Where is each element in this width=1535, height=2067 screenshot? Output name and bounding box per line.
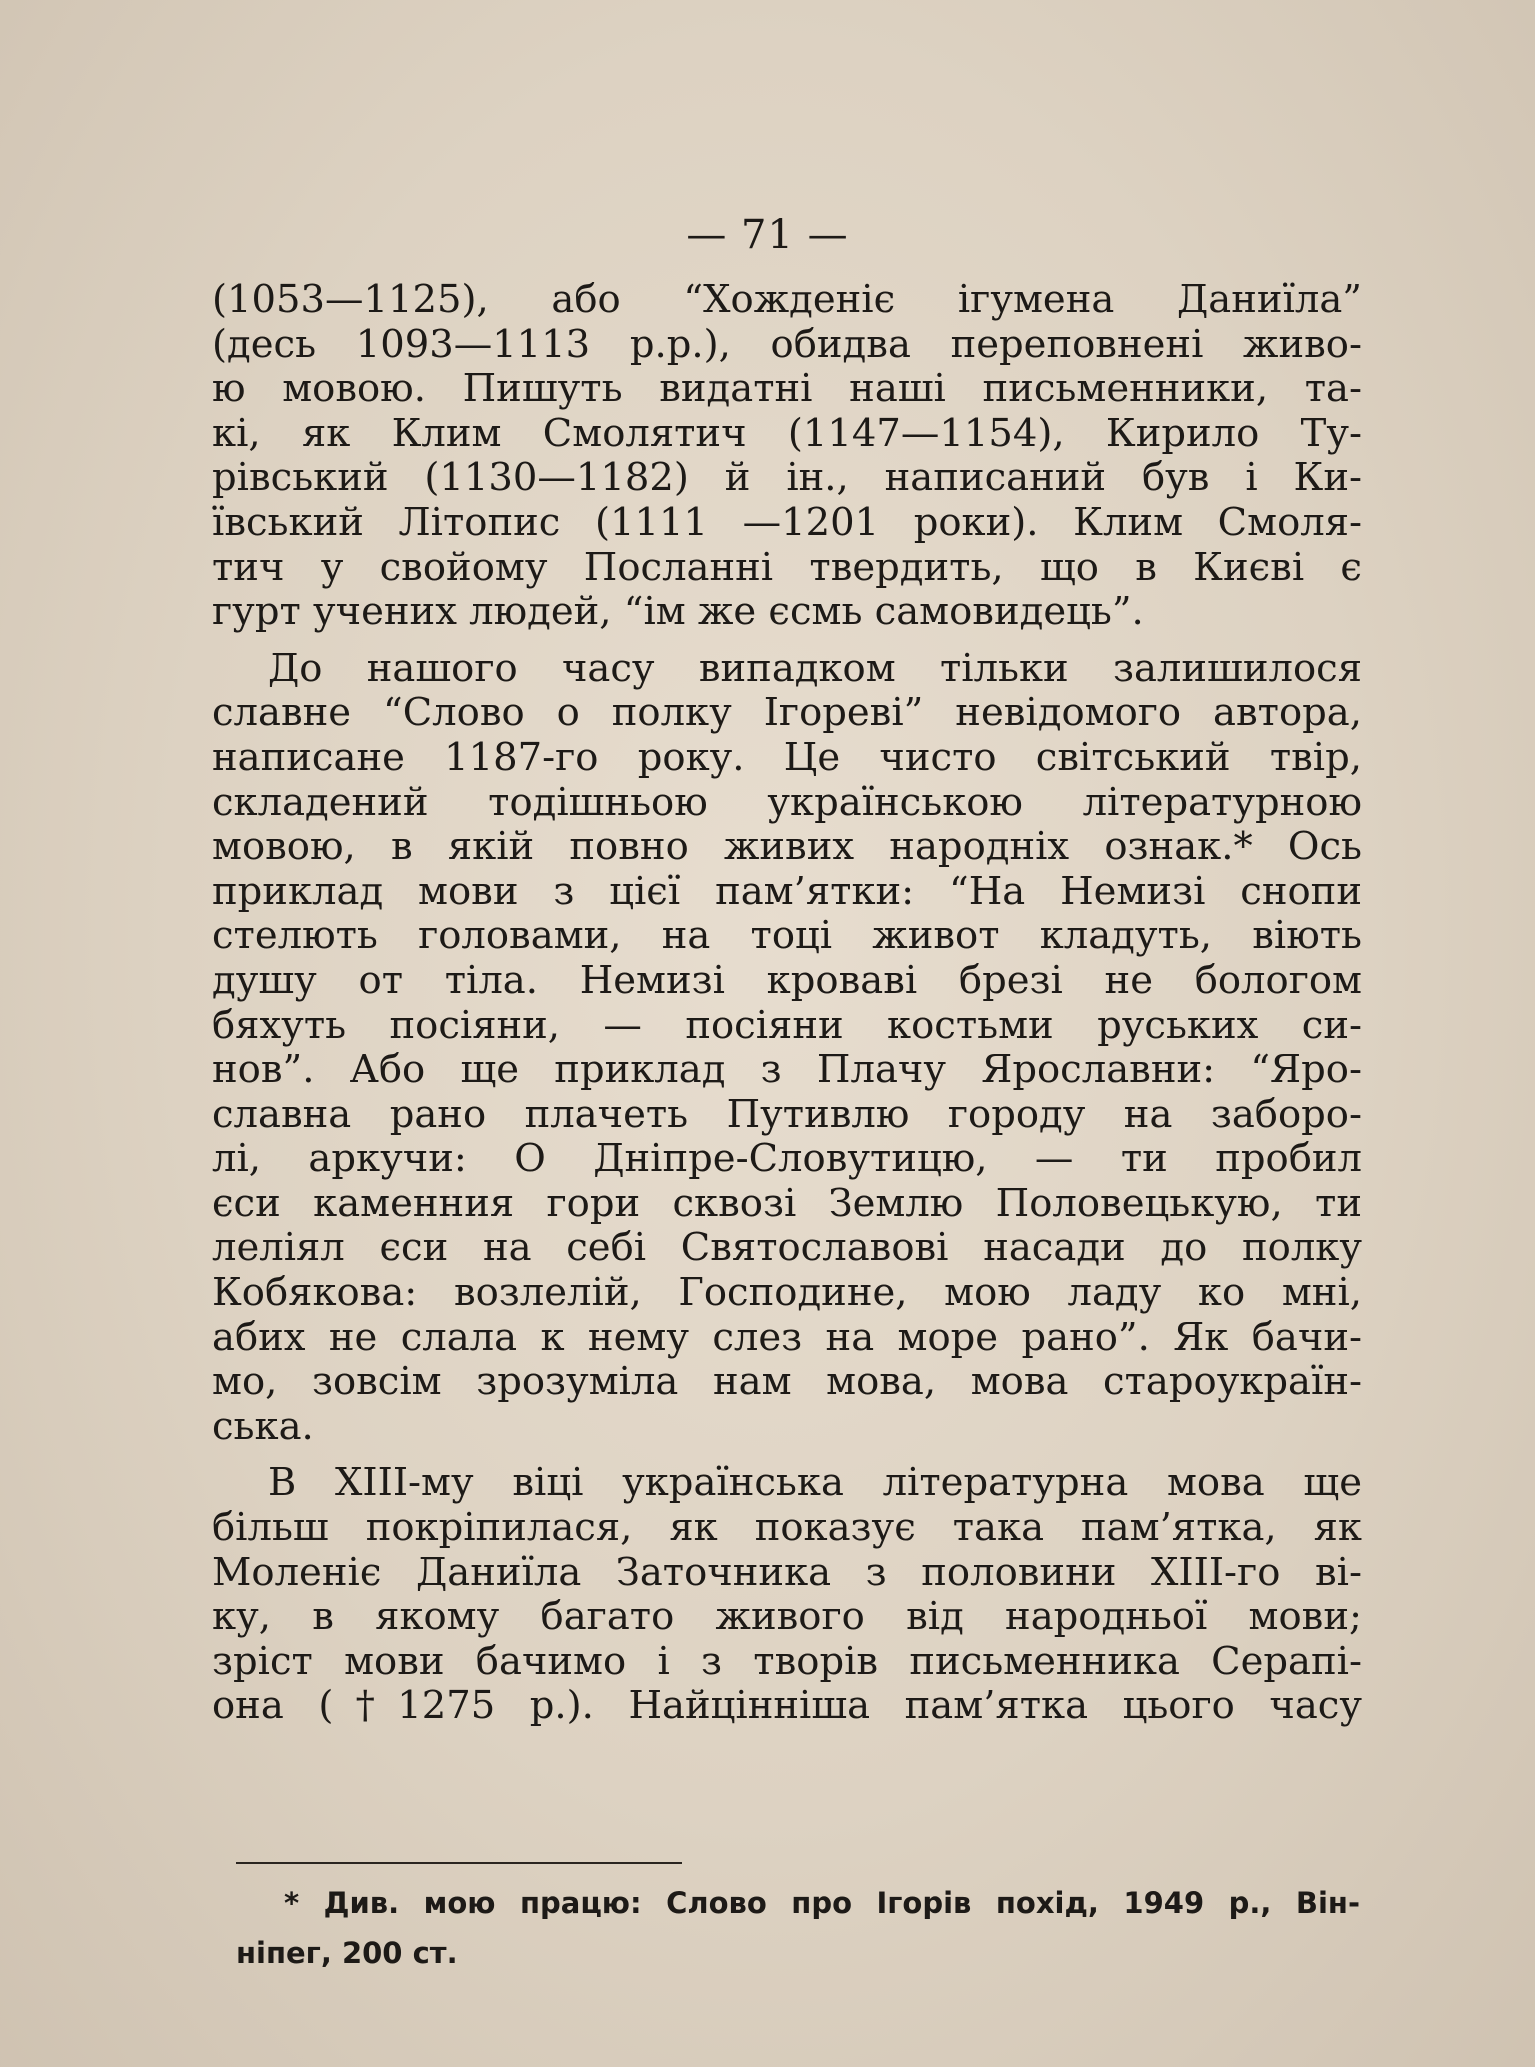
text-line: ська. <box>212 1403 314 1449</box>
text-line: леліял єси на себі Святославові насади до полку <box>212 1225 1362 1271</box>
text-line: мо, зовсім зрозуміла нам мова, мова староукраїн- <box>212 1359 1362 1405</box>
footnote-line: ніпег, 200 ст. <box>236 1936 458 1970</box>
text-line: єси каменния гори сквозі Землю Половецькую, ти <box>212 1180 1362 1226</box>
page-number: — 71 — <box>686 212 849 258</box>
text-line: ївський Літопис (1111 —1201 роки). Клим Смоля- <box>212 499 1362 545</box>
text-line: славна рано плачеть Путивлю городу на заборо- <box>212 1091 1362 1137</box>
text-line: стелють головами, на тоці живот кладуть, віють <box>212 913 1362 959</box>
text-line: (1053—1125), або “Хожденіє ігумена Даниїла” <box>212 277 1362 322</box>
body-text <box>212 278 1362 1729</box>
text-line: она (†1275 р.). Найцінніша пам’ятка цього часу <box>212 1683 1362 1729</box>
text-line: нов”. Або ще приклад з Плачу Ярославни: “Яро- <box>212 1047 1362 1093</box>
text-line: душу от тіла. Немизі кроваві брезі не бологом <box>212 957 1362 1003</box>
text-line: лі, аркучи: О Дніпре-Словутицю, — ти пробил <box>212 1136 1362 1182</box>
text-line: написане 1187-го року. Це чисто світський твір, <box>212 734 1362 780</box>
text-line: мовою, в якій повно живих народніх ознак.* Ось <box>212 824 1362 870</box>
text-line: приклад мови з цієї пам’ятки: “На Немизі снопи <box>212 868 1362 914</box>
text-line: абих не слала к нему слез на море рано”. Як бачи- <box>212 1314 1362 1360</box>
text-line: бяхуть посіяни, — посіяни костьми руських си- <box>212 1002 1362 1048</box>
footnote-line: * Див. мою працю: Слово про Ігорів похід, 1949 р., Він- <box>284 1886 1360 1920</box>
text-line: тич у свойому Посланні твердить, що в Києві є <box>212 544 1362 590</box>
text-line: гурт учених людей, “ім же єсмь самовидець”. <box>212 589 1144 635</box>
text-line: В XIII-му віці українська літературна мова ще <box>268 1460 1362 1506</box>
text-line: ю мовою. Пишуть видатні наші письменники, та- <box>212 366 1362 412</box>
text-line: зріст мови бачимо і з творів письменника Серапі- <box>212 1638 1362 1684</box>
text-line: До нашого часу випадком тільки залишилося <box>268 645 1362 691</box>
footnote <box>236 1878 1360 1978</box>
text-line: Моленіє Даниїла Заточника з половини XIII-го ві- <box>212 1549 1362 1595</box>
footnote-divider <box>236 1862 682 1864</box>
text-line: ку, в якому багато живого від народньої мови; <box>212 1594 1362 1640</box>
text-line: рівський (1130—1182) й ін., написаний був і Ки- <box>212 455 1362 501</box>
text-line: більш покріпилася, як показує така пам’ятка, як <box>212 1505 1362 1551</box>
text-line: кі, як Клим Смолятич (1147—1154), Кирило Ту- <box>212 410 1362 456</box>
text-line: славне “Слово о полку Ігореві” невідомого автора, <box>212 690 1362 736</box>
paragraph-gap <box>212 635 1362 647</box>
text-line: складений тодішньою українською літературною <box>212 779 1362 825</box>
text-line: Кобякова: возлелій, Господине, мою ладу ко мні, <box>212 1270 1362 1316</box>
text-line: (десь 1093—1113 р.р.), обидва переповнені живо- <box>212 321 1362 367</box>
